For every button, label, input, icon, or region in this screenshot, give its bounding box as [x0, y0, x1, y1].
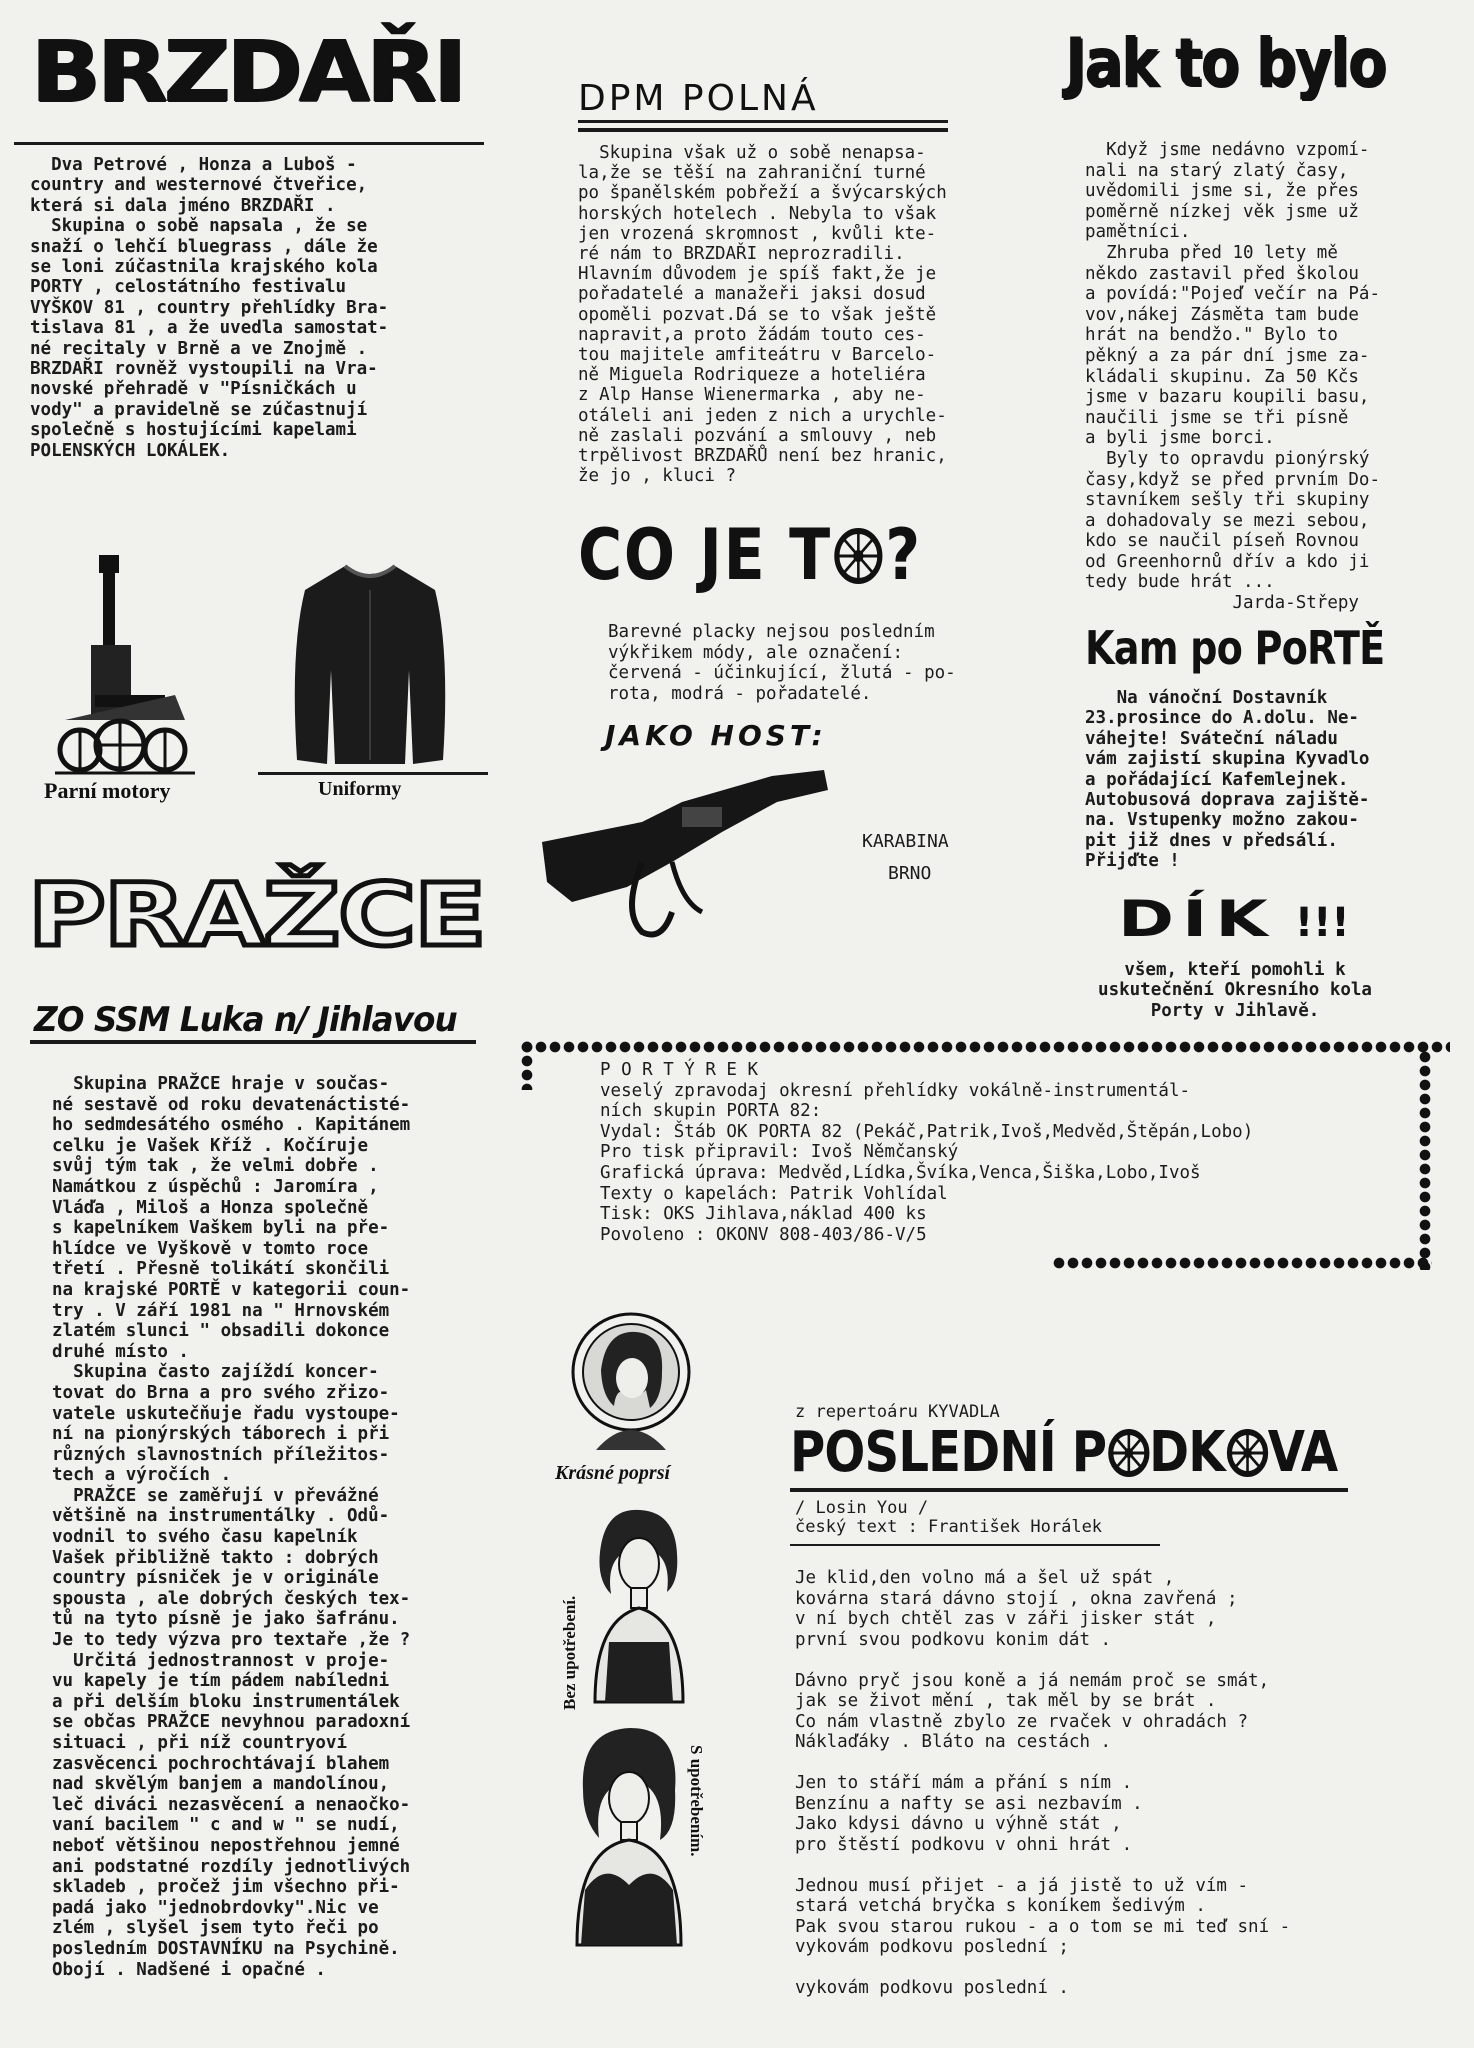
text-line: která si dala jméno BRZDAŘI .	[30, 195, 336, 216]
text-line: kládali skupinu. Za 50 Kčs	[1085, 366, 1359, 387]
text-line: posledním DOSTAVNÍKU na Psychině.	[52, 1938, 400, 1959]
sweater-baseline	[258, 772, 488, 775]
brzdari-article	[30, 155, 388, 461]
text-line: opoměli pozvat.Dá se to však ještě	[578, 304, 937, 325]
text-line: né recitaly v Brně a ve Znojmě .	[30, 338, 368, 359]
text-line: 23.prosince do A.dolu. Ne-	[1085, 708, 1359, 729]
text-line: Zhruba před 10 lety mě	[1085, 242, 1338, 263]
portyrek-imprint	[600, 1060, 1253, 1245]
text-line: váhejte! Sváteční náladu	[1085, 728, 1338, 749]
text-line: situaci , při níž countryoví	[52, 1733, 348, 1753]
text-line: Jednou musí přijet - a já jistě to už vím -	[795, 1875, 1249, 1896]
text-line: Přijďte !	[1085, 851, 1180, 872]
rifle-label-1: KARABINA	[862, 831, 949, 852]
text-line: většině na instrumentálky . Odů-	[52, 1506, 390, 1527]
text-line: že jo , kluci ?	[578, 466, 737, 487]
text-line: červená - účinkující, žlutá - po-	[608, 663, 956, 684]
text-line: pro štěstí podkovu v ohni hrát .	[795, 1834, 1133, 1855]
text-line: stavníkem sešly tři skupiny	[1085, 490, 1370, 511]
dik-title	[1118, 890, 1350, 948]
podkova-title-part-3: VA	[1267, 1420, 1338, 1485]
horseshoe-wheel-icon-2	[1225, 1427, 1268, 1477]
text-line: Je klid,den volno má a šel už spát ,	[795, 1568, 1175, 1588]
text-line: tovat do Brna a pro svého zřizo-	[52, 1382, 390, 1403]
text-line: druhé místo .	[52, 1341, 189, 1362]
text-line: BRZDAŘI rovněž vystoupili na Vra-	[30, 359, 378, 380]
text-line: vám zajistí skupina Kyvadlo	[1085, 749, 1370, 770]
text-line: ho sedmdesátého osmého . Kapitánem	[52, 1115, 411, 1136]
caption-uniforms: Uniformy	[318, 778, 402, 800]
rifle-label-2: BRNO	[888, 863, 932, 884]
podkova-intro: z repertoáru KYVADLA	[795, 1402, 1000, 1422]
text-line: uskutečnění Okresního kola	[1098, 980, 1372, 1001]
steam-engine-illustration	[55, 545, 195, 775]
text-line: na. Vstupenky možno zakou-	[1085, 810, 1359, 831]
portyrek-frame-right	[1418, 1050, 1432, 1270]
text-line: se loni zúčastnila krajského kola	[30, 257, 378, 278]
text-line: ní na pionýrských táborech i při	[52, 1424, 390, 1445]
text-line	[795, 1650, 1290, 1671]
text-line: Na vánoční Dostavník	[1085, 688, 1328, 708]
text-line: Hlavním důvodem je spíš fakt,že je	[578, 264, 937, 285]
text-line: někdo zastavil před školou	[1085, 263, 1359, 284]
text-line: kovárna stará dávno stojí , okna zavřená ;	[795, 1588, 1238, 1609]
text-line: třetí . Přesně tolikátí skončili	[52, 1259, 390, 1280]
text-line: tech a výročích .	[52, 1465, 232, 1486]
portyrek-frame-top	[520, 1040, 1450, 1054]
text-line: vov,nákej Zásměta tam bude	[1085, 304, 1359, 325]
text-line: PRAŽCE se zaměřují v převážné	[52, 1485, 379, 1506]
text-line: Benzínu a nafty se asi nezbavím .	[795, 1793, 1143, 1814]
text-line: nali na starý zlatý časy,	[1085, 160, 1349, 181]
text-line: Náklaďáky . Bláto na cestách .	[795, 1732, 1112, 1752]
text-line: VYŠKOV 81 , country přehlídky Bra-	[30, 297, 389, 318]
text-line: Skupina PRAŽCE hraje v součas-	[52, 1074, 390, 1094]
horseshoe-wheel-icon	[1106, 1427, 1149, 1477]
brzdari-title-underline	[14, 142, 484, 145]
caption-steam-engines: Parní motory	[44, 778, 171, 803]
text-line: a byli jsme borci.	[1085, 428, 1275, 449]
text-line: vody" a pravidelně se zúčastnují	[30, 399, 368, 420]
podkova-subtitle-underline	[790, 1544, 1160, 1546]
text-line: novské přehradě v "Písničkách u	[30, 379, 357, 400]
text-line: Skupina o sobě napsala , že se	[30, 216, 368, 237]
text-line: rota, modrá - pořadatelé.	[608, 683, 872, 704]
text-line: POLENSKÝCH LOKÁLEK.	[30, 440, 231, 461]
text-line: Namátkou z úspěchů : Jaromíra ,	[52, 1176, 379, 1197]
podkova-title-part-2: DK	[1149, 1420, 1225, 1485]
prazce-subtitle: ZO SSM Luka n/ Jihlavou	[34, 1000, 457, 1040]
text-line: tou majitele amfiteátru v Barcelo-	[578, 345, 937, 366]
text-line: skladeb , pročež jim všechno při-	[52, 1877, 400, 1898]
text-line: Obojí . Nadšené i opačné .	[52, 1959, 326, 1980]
text-line: kdo se naučil píseň Rovnou	[1085, 531, 1359, 552]
text-line: jak se život mění , tak měl by se brát .	[795, 1691, 1217, 1711]
text-line: v ní bych chtěl zas v záři jisker stát ,	[795, 1609, 1217, 1629]
text-line: tů na tyto písně je jako šafránu.	[52, 1609, 400, 1630]
cojeto-title-text: CO JE T	[578, 514, 832, 596]
portyrek-frame-left	[520, 1040, 534, 1090]
text-line: pamětníci.	[1085, 222, 1191, 243]
text-line: svůj tým tak , že velmi dobře .	[52, 1156, 379, 1177]
text-line: zlatém slunci " obsadili dokonce	[52, 1321, 390, 1342]
ad-caption-s: S upotřebením.	[687, 1745, 706, 1857]
text-line: nad skvělým banjem a mandolínou,	[52, 1774, 390, 1795]
text-line: ně zaslali pozvání a smlouvy , neb	[578, 425, 937, 446]
podkova-subtitle-1: / Losin You /	[795, 1498, 929, 1518]
text-line: uvědomili jsme si, že přes	[1085, 181, 1359, 202]
text-line: napravit,a proto žádám touto ces-	[578, 324, 926, 345]
text-line: Byly to opravdu pionýrský	[1085, 448, 1370, 469]
text-line: společně s hostujícími kapelami	[30, 420, 357, 441]
sweater-illustration	[285, 560, 455, 770]
text-line: Pro tisk připravil: Ivoš Němčanský	[600, 1142, 959, 1163]
dpm-title-rule-1	[578, 120, 948, 123]
dik-exclamations: !!!	[1294, 900, 1350, 946]
ad-caption-bez: Bez upotřebení.	[560, 1595, 579, 1710]
text-line: Dávno pryč jsou koně a já nemám proč se smát,	[795, 1670, 1270, 1691]
text-line: Porty v Jihlavě.	[1150, 1000, 1320, 1021]
dik-text	[1085, 960, 1385, 1021]
text-line: s kapelníkem Vaškem byli na pře-	[52, 1218, 390, 1239]
text-line: se občas PRAŽCE nevyhnou paradoxní	[52, 1712, 411, 1733]
text-line: všem, kteří pomohli k	[1124, 960, 1346, 980]
text-line: vodnil to svého času kapelník	[52, 1527, 358, 1548]
podkova-subtitle-2: český text : František Horálek	[795, 1517, 1103, 1537]
cojeto-question-mark: ?	[885, 514, 922, 596]
text-line: ani podstatné rozdíly jednotlivých	[52, 1856, 411, 1877]
text-line: pěkný a za pár dní jsme za-	[1085, 345, 1370, 366]
text-line: Pak svou starou rukou - a o tom se mi teď sní -	[795, 1916, 1291, 1937]
podkova-title-underline	[790, 1488, 1348, 1492]
text-line: PORTY , celostátního festivalu	[30, 277, 347, 298]
text-line: Vláďa , Miloš a Honza společně	[52, 1197, 369, 1218]
text-line: zlém , slyšel jsem tyto řeči po	[52, 1918, 379, 1939]
text-line: od Greenhornů dřív a kdo ji	[1085, 551, 1370, 572]
podkova-title-part-1: POSLEDNÍ P	[790, 1420, 1107, 1485]
text-line: try . V září 1981 na " Hrnovském	[52, 1300, 390, 1321]
text-line: Vašek přibližně takto : dobrých	[52, 1547, 379, 1568]
dpm-title-rule-2	[578, 128, 948, 132]
text-line: né sestavě od roku devatenáctisté-	[52, 1094, 411, 1115]
prazce-article	[52, 1074, 410, 1980]
portrait-medallion-illustration	[566, 1310, 696, 1455]
text-line: a pořádající Kafemlejnek.	[1085, 769, 1349, 790]
text-line: vykovám podkovu poslední .	[795, 1978, 1069, 1998]
text-line: Skupina často zajíždí koncer-	[52, 1362, 379, 1383]
ad-caption-top: Krásné poprsí	[555, 1462, 671, 1484]
text-line: leč diváci nezasvěcení a nenaočko-	[52, 1794, 411, 1815]
text-line: Jen to stáří mám a přání s ním .	[795, 1773, 1133, 1793]
podkova-lyrics	[795, 1568, 1290, 1999]
text-line: veselý zpravodaj okresní přehlídky vokálně-instrumentál-	[600, 1080, 1191, 1101]
kampoporte-title: Kam po PoRTĚ	[1085, 621, 1385, 675]
text-line: zasvěcenci pochrochtávají blahem	[52, 1753, 390, 1774]
text-line: vu kapely je tím pádem nabíledni	[52, 1671, 390, 1692]
text-line: Když jsme nedávno vzpomí-	[1085, 140, 1370, 160]
text-line: Texty o kapelách: Patrik Vohlídal	[600, 1183, 948, 1204]
text-line: po španělském pobřeží a švýcarských	[578, 183, 947, 204]
text-line: ně Miguela Rodriqueze a hoteliéra	[578, 365, 926, 386]
text-line: country písniček je v originále	[52, 1568, 379, 1589]
dpm-article	[578, 143, 947, 486]
text-line: Grafická úprava: Medvěd,Lídka,Švíka,Venca,Šiška,Lobo,Ivoš	[600, 1162, 1201, 1183]
rifle-illustration	[532, 762, 832, 952]
text-line: hrát na bendžo." Bylo to	[1085, 325, 1338, 346]
text-line: Tisk: OKS Jihlava,náklad 400 ks	[600, 1204, 927, 1225]
text-line: Je to tedy výzva pro textaře ,že ?	[52, 1630, 411, 1651]
text-line: časy,když se před prvním Do-	[1085, 469, 1381, 490]
text-line: a povídá:"Pojeď večír na Pá-	[1085, 284, 1381, 305]
text-line: snaží o lehčí bluegrass , dále že	[30, 236, 378, 257]
text-line: na krajské PORTĚ v kategorii coun-	[52, 1279, 411, 1300]
text-line: Co nám vlastně zbylo ze rvaček v ohradách ?	[795, 1711, 1249, 1732]
kampoporte-text	[1085, 688, 1369, 872]
text-line: a dohadovaly se mezi sebou,	[1085, 510, 1370, 531]
text-line: tedy bude hrát ...	[1085, 572, 1275, 593]
text-line: různých slavnostních příležitos-	[52, 1444, 390, 1465]
prazce-title: PRAŽCE	[28, 864, 485, 966]
jaktobylo-title: Jak to bylo	[1065, 24, 1385, 101]
text-line: stará vetchá bryčka s koníkem šedivým .	[795, 1896, 1206, 1916]
text-line: Jarda-Střepy	[1085, 593, 1359, 614]
text-line: z Alp Hanse Wienermarka , aby ne-	[578, 385, 926, 406]
text-line: spousta , ale dobrých českých tex-	[52, 1588, 411, 1609]
text-line: jen vrozená skromnost , kvůli kte-	[578, 223, 937, 244]
text-line: pit již dnes v předsálí.	[1085, 830, 1338, 851]
woman-after-illustration	[565, 1720, 695, 1945]
text-line: la,že se těší na zahraniční turné	[578, 163, 926, 184]
text-line: otáleli ani jeden z nich a urychle-	[578, 405, 947, 426]
guest-label: JAKO HOST:	[605, 719, 827, 752]
text-line: hlídce ve Vyškově v tomto roce	[52, 1238, 369, 1259]
cojeto-text	[608, 622, 956, 704]
text-line: trpělivost BRZDAŘŮ není bez hranic,	[578, 446, 947, 467]
text-line: ré nám to BRZDAŘI neprozradili.	[578, 244, 905, 265]
text-line: Autobusová doprava zajiště-	[1085, 790, 1370, 811]
text-line: pořadatelé a manažeři jaksi dosud	[578, 284, 926, 305]
text-line: Určitá jednostrannost v projе-	[52, 1650, 390, 1671]
text-line: vykovám podkovu poslední ;	[795, 1937, 1069, 1957]
dpm-title: DPM POLNÁ	[578, 78, 819, 119]
text-line: první svou podkovu konim dát .	[795, 1629, 1112, 1650]
text-line: výkřikem módy, ale označení:	[608, 642, 904, 663]
text-line: horských hotelech . Nebyla to však	[578, 203, 937, 224]
text-line: P O R T Ý R E K	[600, 1060, 759, 1080]
text-line	[795, 1753, 1290, 1774]
text-line: vaní bacilem " c and w " se nudí,	[52, 1815, 400, 1836]
dik-title-text: DÍK	[1118, 890, 1276, 948]
text-line: padá jako "jednobrdovky".Nic ve	[52, 1897, 379, 1918]
prazce-subtitle-underline	[30, 1040, 476, 1044]
text-line: a při delším bloku instrumentálek	[52, 1691, 400, 1712]
text-line: poměrně nízkej věk jsme už	[1085, 201, 1359, 222]
text-line: ních skupin PORTA 82:	[600, 1101, 822, 1122]
wheel-icon	[832, 527, 885, 585]
text-line: celku je Vašek Kříž . Kočíruje	[52, 1135, 369, 1156]
text-line: naučili jsme se tři písně	[1085, 407, 1349, 428]
text-line: neboť většinou nepostřehnou jemné	[52, 1835, 400, 1856]
text-line: vatele uskutečňuje řadu vystoupe-	[52, 1403, 400, 1424]
text-line: Jako kdysi dávno u výhně stát ,	[795, 1814, 1122, 1834]
text-line: Povoleno : OKONV 808-403/86-V/5	[600, 1224, 927, 1245]
text-line: Vydal: Štáb OK PORTA 82 (Pekáč,Patrik,Ivoš,Medvěd,Štěpán,Lobo)	[600, 1121, 1254, 1142]
brzdari-title: BRZDAŘI	[30, 22, 463, 122]
text-line	[795, 1958, 1290, 1979]
text-line: Dva Petrové , Honza a Luboš -	[30, 155, 357, 175]
text-line: country and westernové čtveřice,	[30, 175, 368, 196]
text-line: Barevné placky nejsou posledním	[608, 622, 935, 642]
woman-before-illustration	[575, 1502, 700, 1702]
text-line: tislava 81 , a že uvedla samostat-	[30, 318, 389, 339]
text-line	[795, 1855, 1290, 1876]
text-line: jsme v bazaru koupili basu,	[1085, 387, 1370, 408]
podkova-title	[790, 1420, 1338, 1485]
portyrek-frame-bottom	[1052, 1256, 1432, 1270]
cojeto-title	[578, 514, 922, 596]
jaktobylo-article	[1085, 140, 1380, 614]
text-line: Skupina však už o sobě nenapsa-	[578, 143, 926, 163]
